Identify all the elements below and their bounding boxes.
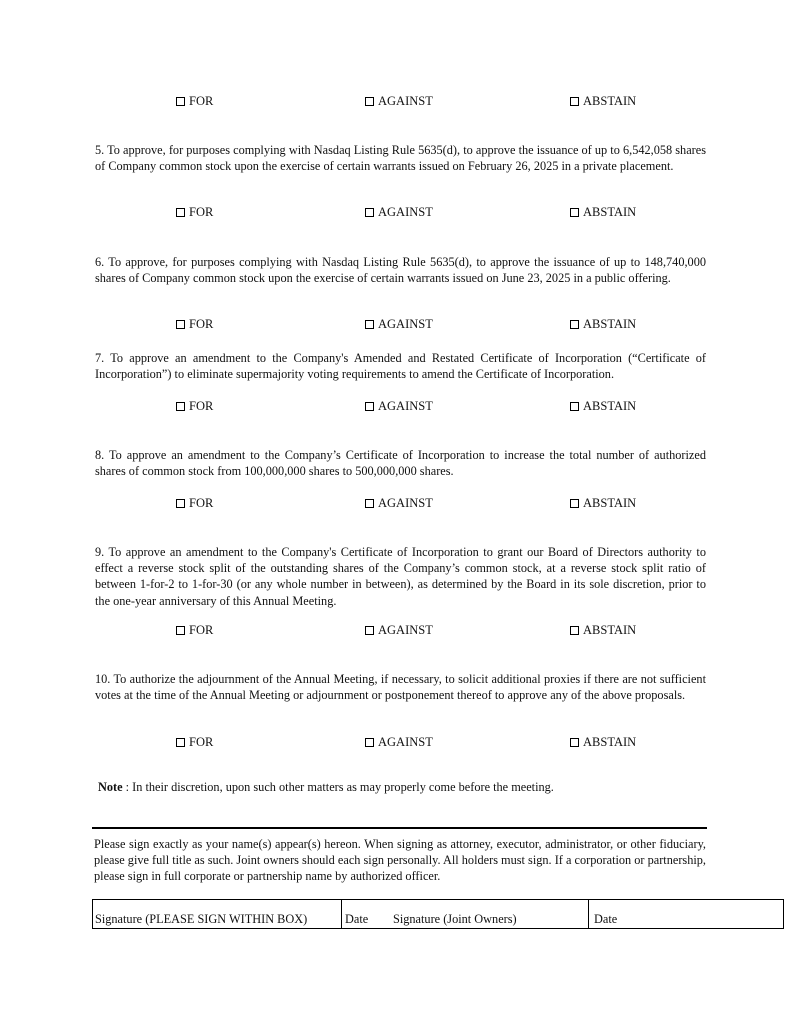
checkbox-icon[interactable] bbox=[365, 97, 374, 106]
checkbox-icon[interactable] bbox=[365, 499, 374, 508]
checkbox-icon[interactable] bbox=[176, 499, 185, 508]
vote-abstain[interactable]: ABSTAIN bbox=[570, 205, 636, 220]
vote-against[interactable]: AGAINST bbox=[365, 496, 433, 511]
joint-date-label: Date bbox=[594, 912, 618, 926]
vote-for[interactable]: FOR bbox=[176, 735, 213, 750]
checkbox-icon[interactable] bbox=[570, 402, 579, 411]
vote-for[interactable]: FOR bbox=[176, 205, 213, 220]
joint-signature-label: Signature (Joint Owners) bbox=[393, 912, 517, 926]
proposal-10-text: 10. To authorize the adjournment of the Annual Meeting, if necessary, to solicit additional proxies if there are not sufficient votes at the time of the Annual Meeting or adjournment or postponement thereof to approve any of the above proposals. bbox=[95, 672, 706, 703]
checkbox-icon[interactable] bbox=[365, 208, 374, 217]
note bbox=[98, 780, 554, 795]
vote-abstain[interactable]: ABSTAIN bbox=[570, 317, 636, 332]
proposal-5-text: 5. To approve, for purposes complying with Nasdaq Listing Rule 5635(d), to approve the issuance of up to 6,542,058 shares of Company common stock upon the exercise of certain warrants issued on February 26, 2025 in a private placement. bbox=[95, 143, 706, 174]
checkbox-icon[interactable] bbox=[570, 97, 579, 106]
joint-date-box[interactable] bbox=[594, 900, 774, 928]
signature-table bbox=[92, 899, 784, 929]
signature-label: Signature (PLEASE SIGN WITHIN BOX) bbox=[95, 912, 308, 926]
checkbox-icon[interactable] bbox=[365, 320, 374, 329]
vote-row-proposal-6 bbox=[0, 317, 800, 335]
vote-row-proposal-5 bbox=[0, 205, 800, 223]
vote-for[interactable]: FOR bbox=[176, 317, 213, 332]
date-label: Date bbox=[345, 912, 369, 926]
vote-against[interactable]: AGAINST bbox=[365, 623, 433, 638]
joint-signature-box[interactable] bbox=[393, 900, 587, 928]
vote-against[interactable]: AGAINST bbox=[365, 94, 433, 109]
vote-row-proposal-7 bbox=[0, 399, 800, 417]
cell-divider bbox=[588, 900, 589, 928]
vote-abstain[interactable]: ABSTAIN bbox=[570, 399, 636, 414]
vote-for[interactable]: FOR bbox=[176, 496, 213, 511]
vote-row-prev bbox=[0, 94, 800, 112]
checkbox-icon[interactable] bbox=[176, 97, 185, 106]
proposal-6-text: 6. To approve, for purposes complying with Nasdaq Listing Rule 5635(d), to approve the issuance of up to 148,740,000 shares of Company common stock upon the exercise of certain warrants issued on June 23, 2025 in a public offering. bbox=[95, 255, 706, 286]
proposal-8-text: 8. To approve an amendment to the Company’s Certificate of Incorporation to increase the total number of authorized shares of common stock from 100,000,000 shares to 500,000,000 shares. bbox=[95, 448, 706, 479]
checkbox-icon[interactable] bbox=[176, 626, 185, 635]
vote-for[interactable]: FOR bbox=[176, 94, 213, 109]
vote-against[interactable]: AGAINST bbox=[365, 205, 433, 220]
vote-row-proposal-10 bbox=[0, 735, 800, 753]
vote-for[interactable]: FOR bbox=[176, 399, 213, 414]
checkbox-icon[interactable] bbox=[570, 626, 579, 635]
sign-instructions: Please sign exactly as your name(s) appear(s) hereon. When signing as attorney, executor, administrator, or other fiduciary, please give full title as such. Joint owners should each sign personally. All holders must sign. If a corporation or partnership, please sign in full corporate or partnership name by authorized officer. bbox=[94, 837, 706, 884]
vote-for[interactable]: FOR bbox=[176, 623, 213, 638]
vote-abstain[interactable]: ABSTAIN bbox=[570, 496, 636, 511]
vote-row-proposal-8 bbox=[0, 496, 800, 514]
checkbox-icon[interactable] bbox=[570, 208, 579, 217]
proposal-7-text: 7. To approve an amendment to the Company's Amended and Restated Certificate of Incorporation (“Certificate of Incorporation”) to eliminate supermajority voting requirements to amend the Certificate of Incorporation. bbox=[95, 351, 706, 382]
checkbox-icon[interactable] bbox=[176, 320, 185, 329]
cell-divider bbox=[341, 900, 342, 928]
vote-against[interactable]: AGAINST bbox=[365, 399, 433, 414]
checkbox-icon[interactable] bbox=[176, 402, 185, 411]
note-label: Note bbox=[98, 780, 123, 794]
vote-abstain[interactable]: ABSTAIN bbox=[570, 623, 636, 638]
checkbox-icon[interactable] bbox=[176, 208, 185, 217]
vote-against[interactable]: AGAINST bbox=[365, 317, 433, 332]
checkbox-icon[interactable] bbox=[365, 402, 374, 411]
proposal-9-text: 9. To approve an amendment to the Company's Certificate of Incorporation to grant our Board of Directors authority to effect a reverse stock split of the outstanding shares of the Company’s common stock, at a reverse stock split ratio of between 1-for-2 to 1-for-30 (or any whole number in between), as determined by the Board in its sole discretion, prior to the one-year anniversary of this Annual Meeting. bbox=[95, 545, 706, 608]
checkbox-icon[interactable] bbox=[176, 738, 185, 747]
checkbox-icon[interactable] bbox=[365, 626, 374, 635]
divider bbox=[92, 827, 707, 829]
date-box[interactable] bbox=[345, 900, 391, 928]
vote-abstain[interactable]: ABSTAIN bbox=[570, 735, 636, 750]
vote-abstain[interactable]: ABSTAIN bbox=[570, 94, 636, 109]
vote-row-proposal-9 bbox=[0, 623, 800, 641]
signature-box[interactable] bbox=[95, 900, 341, 928]
checkbox-icon[interactable] bbox=[570, 320, 579, 329]
vote-against[interactable]: AGAINST bbox=[365, 735, 433, 750]
checkbox-icon[interactable] bbox=[570, 499, 579, 508]
note-text: : In their discretion, upon such other matters as may properly come before the meeting. bbox=[125, 780, 554, 794]
checkbox-icon[interactable] bbox=[570, 738, 579, 747]
checkbox-icon[interactable] bbox=[365, 738, 374, 747]
